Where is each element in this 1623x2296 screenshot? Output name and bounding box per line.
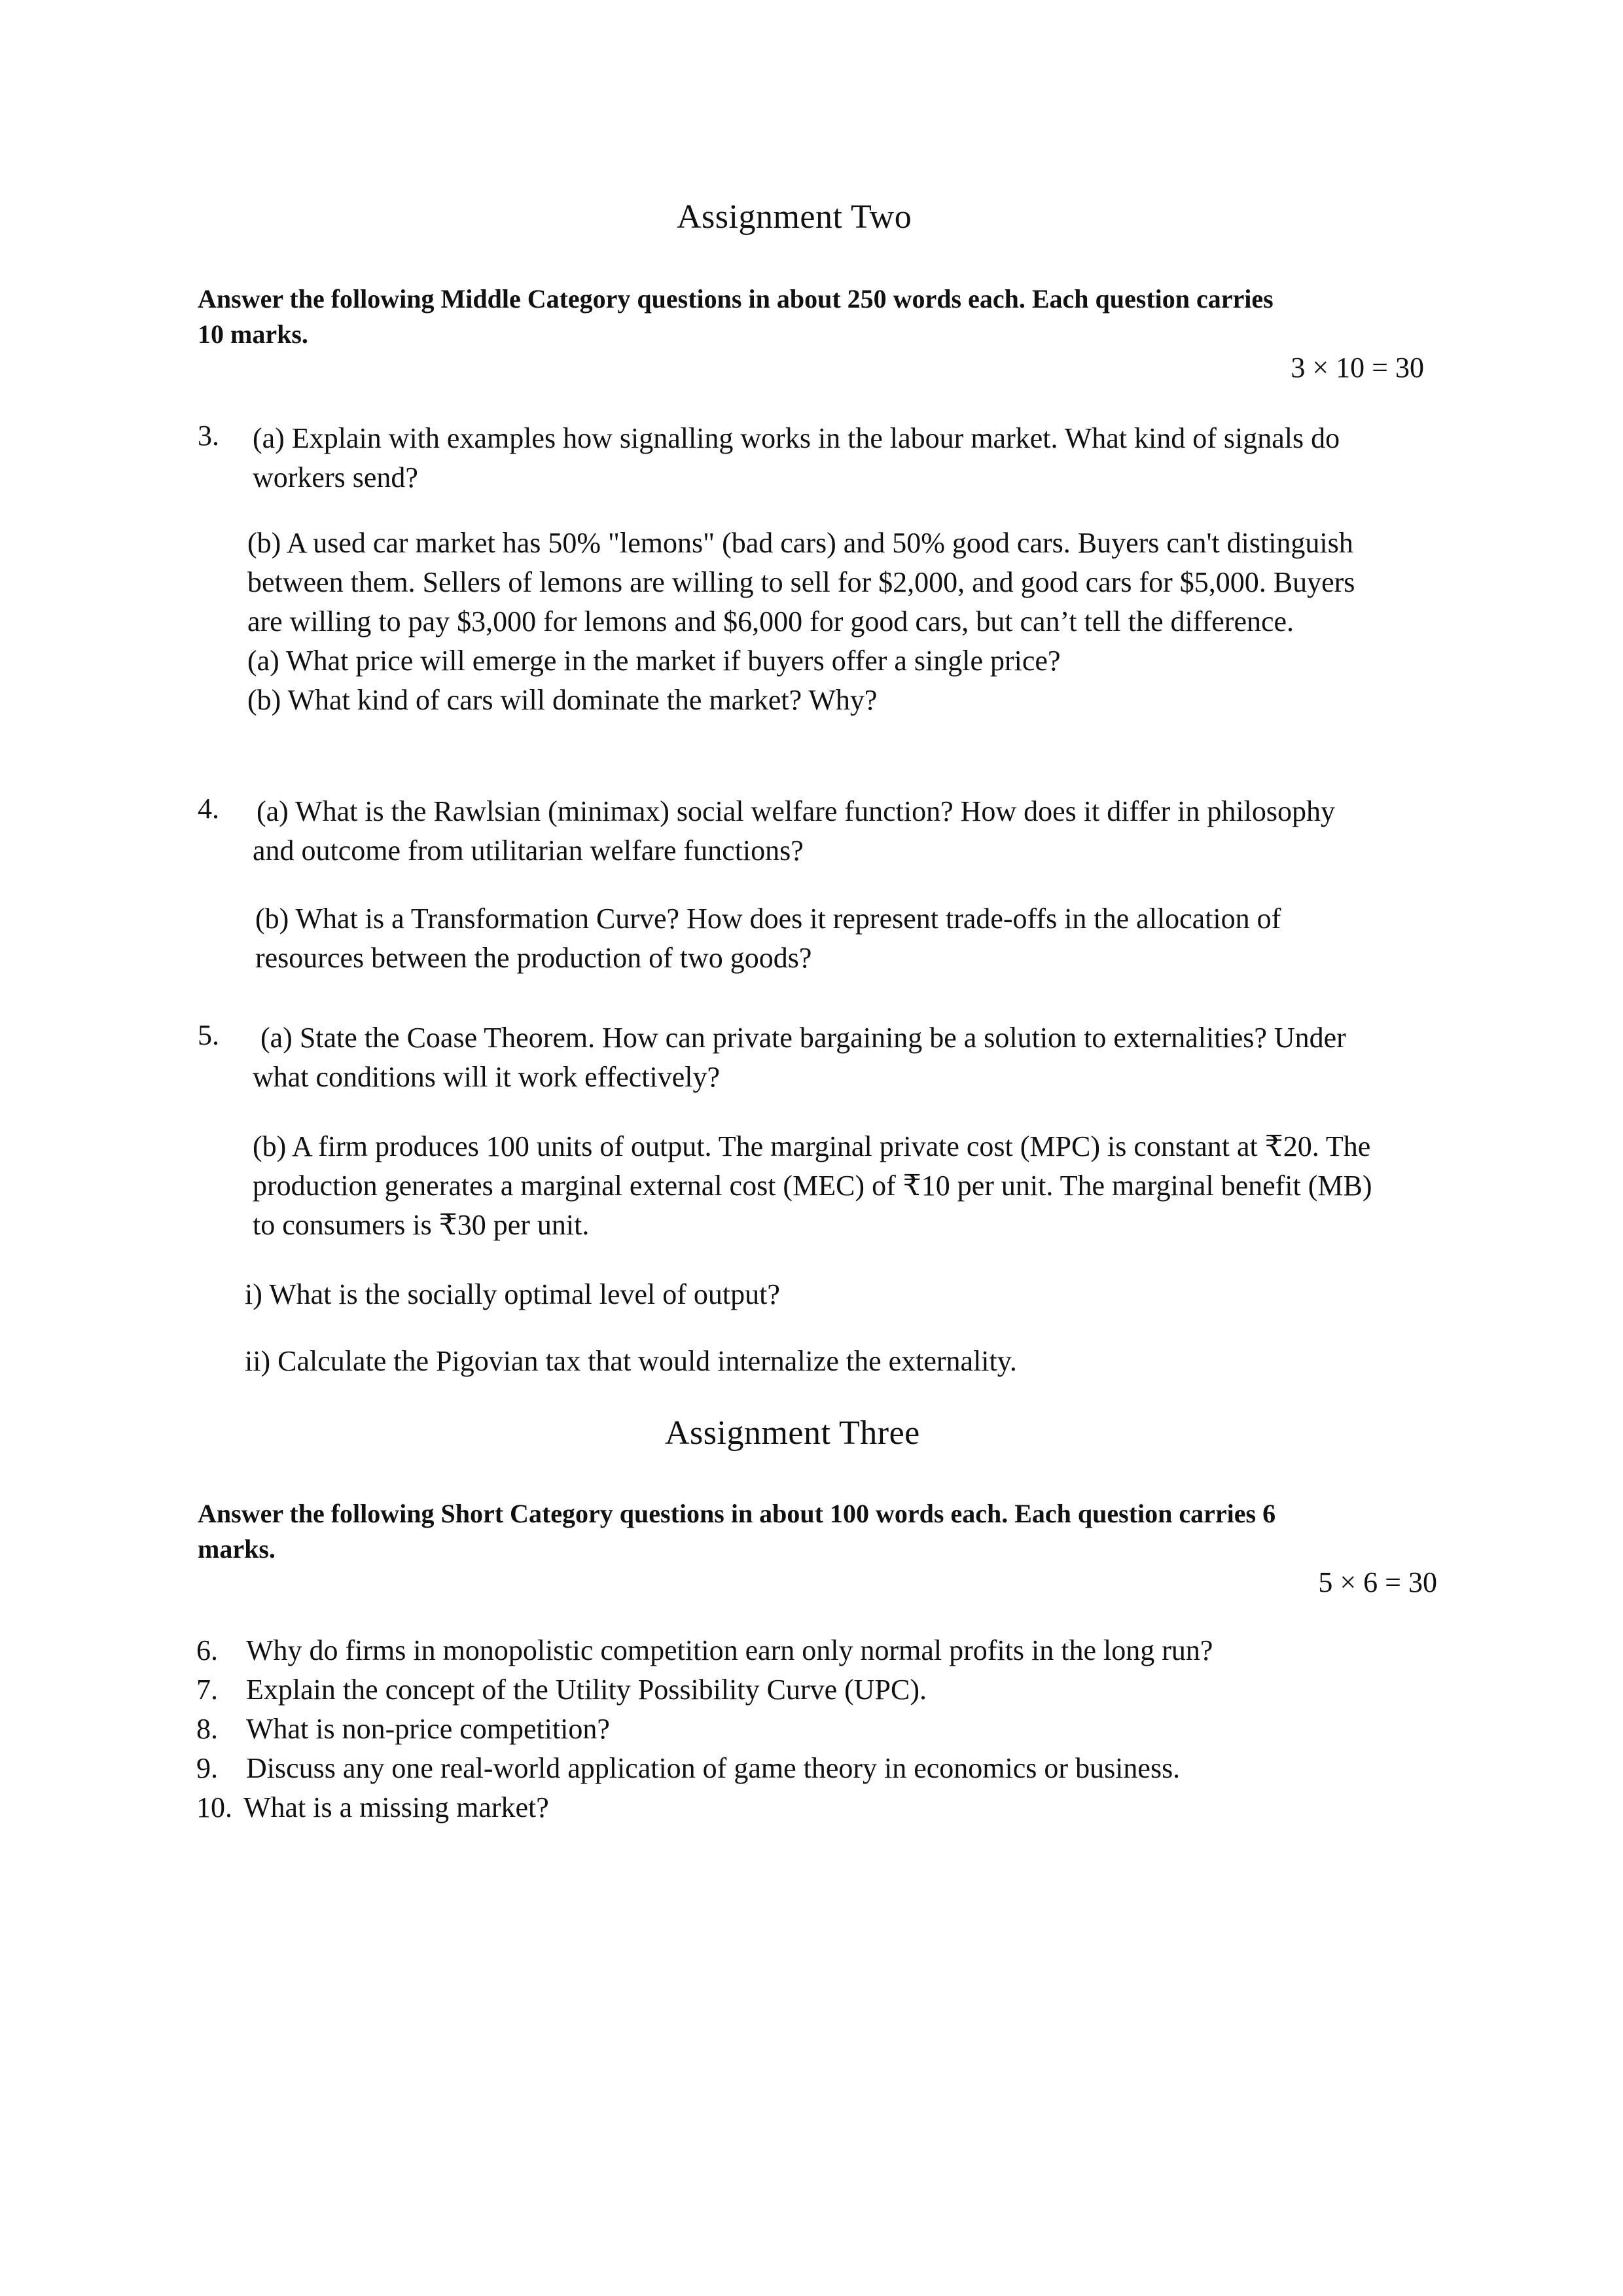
short-question-item [196, 1631, 1213, 1670]
assignment-three-marks: 5 × 6 = 30 [1318, 1566, 1437, 1598]
question-5-b-line: production generates a marginal external cost (MEC) of ₹10 per unit. The marginal benefit (MB) [253, 1170, 1372, 1202]
assignment-two-instructions-line2: 10 marks. [198, 319, 308, 349]
question-3-a-line: (a) Explain with examples how signalling works in the labour market. What kind of signals do [253, 422, 1340, 454]
question-3-part-b [247, 524, 1355, 720]
question-4-a-line: (a) What is the Rawlsian (minimax) social welfare function? How does it differ in philosophy [257, 795, 1335, 827]
short-question-item [196, 1788, 1213, 1827]
question-4-part-b [255, 899, 1281, 978]
short-question-item [196, 1710, 1213, 1749]
question-5-a-line: what conditions will it work effectively? [253, 1061, 721, 1093]
question-text: What is a missing market? [243, 1791, 549, 1823]
question-text: Explain the concept of the Utility Possibility Curve (UPC). [246, 1674, 927, 1706]
question-text: What is non-price competition? [246, 1713, 610, 1745]
question-5-part-a [253, 1018, 1346, 1097]
question-3-b-line: (b) A used car market has 50% "lemons" (bad cars) and 50% good cars. Buyers can't distinguish [247, 527, 1353, 559]
question-3-part-a [253, 419, 1340, 497]
question-3-b-line: are willing to pay $3,000 for lemons and $6,000 for good cars, but can’t tell the difference. [247, 605, 1294, 637]
assignment-two-marks: 3 × 10 = 30 [1291, 351, 1424, 384]
assignment-two-instructions-line1: Answer the following Middle Category questions in about 250 words each. Each question carries [198, 284, 1274, 314]
question-4-number: 4. [198, 793, 219, 825]
question-text: Why do firms in monopolistic competition earn only normal profits in the long run? [246, 1634, 1213, 1666]
question-3-b-line: (a) What price will emerge in the market if buyers offer a single price? [247, 645, 1061, 677]
question-number: 6. [196, 1634, 218, 1666]
question-4-part-a [253, 792, 1335, 870]
question-3-b-line: between them. Sellers of lemons are willing to sell for $2,000, and good cars for $5,000. Buyers [247, 566, 1355, 598]
question-5-b-line: to consumers is ₹30 per unit. [253, 1209, 590, 1241]
question-3-b-line: (b) What kind of cars will dominate the market? Why? [247, 684, 878, 716]
question-4-b-line: resources between the production of two goods? [255, 942, 812, 974]
question-4-b-line: (b) What is a Transformation Curve? How does it represent trade-offs in the allocation of [255, 903, 1281, 935]
question-number: 8. [196, 1713, 218, 1745]
question-number: 9. [196, 1752, 218, 1784]
question-3-number: 3. [198, 420, 219, 452]
assignment-two-title: Assignment Two [677, 198, 912, 236]
question-text: Discuss any one real-world application of game theory in economics or business. [246, 1752, 1181, 1784]
question-5-subpart-i: i) What is the socially optimal level of output? [245, 1278, 780, 1310]
short-question-item [196, 1670, 1213, 1710]
question-5-b-line: (b) A firm produces 100 units of output. The marginal private cost (MPC) is constant at ₹20. The [253, 1130, 1371, 1162]
assignment-three-title: Assignment Three [665, 1414, 920, 1452]
question-3-a-line: workers send? [253, 461, 418, 493]
question-5-subpart-ii: ii) Calculate the Pigovian tax that would internalize the externality. [245, 1345, 1017, 1377]
assignment-three-instructions-line2: marks. [198, 1534, 276, 1564]
question-4-a-line: and outcome from utilitarian welfare functions? [253, 834, 804, 867]
assignment-three-instructions-line1: Answer the following Short Category questions in about 100 words each. Each question carries 6 [198, 1499, 1276, 1528]
question-5-part-b [253, 1127, 1372, 1245]
short-question-item [196, 1749, 1213, 1788]
question-5-a-line: (a) State the Coase Theorem. How can private bargaining be a solution to externalities? Under [260, 1022, 1346, 1054]
question-5-number: 5. [198, 1019, 219, 1051]
question-number: 7. [196, 1674, 218, 1706]
question-number: 10. [196, 1791, 232, 1823]
short-question-list [196, 1631, 1213, 1827]
